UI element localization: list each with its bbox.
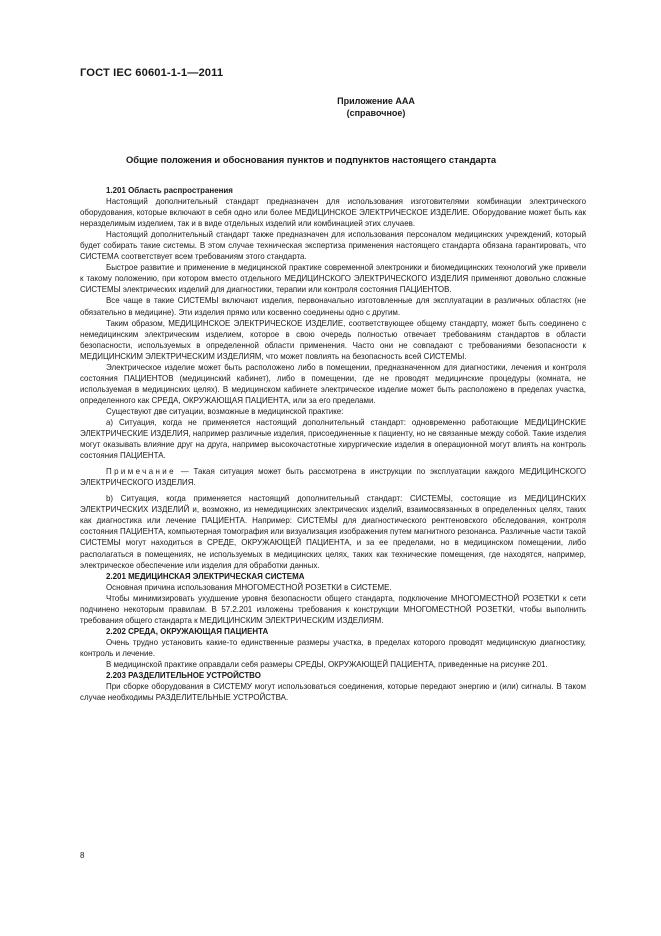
note-text: — Такая ситуация может быть рассмотрена в инструкции по эксплуатации каждого МЕДИЦИНСКОГО ЭЛЕКТРИЧЕСКОГО ИЗДЕЛИЯ. xyxy=(80,467,586,488)
paragraph-situation-b: b) Ситуация, когда применяется настоящий дополнительный стандарт: СИСТЕМЫ, состоящие из МЕДИЦИНСКИХ ЭЛЕКТРИЧЕСКИХ ИЗДЕЛИЙ и, возможно, из немедицинских электрических изделий, взаимосвязанных в определенных целях, таких как диагностика или лечение ПАЦИЕНТА. Например: СИСТЕМЫ для диагностического рентгеновского обследования, контроля состояния ПАЦИЕНТА, компьютерная томография или визуализация изображения путем магнитного резонанса. Различные части такой СИСТЕМЫ могут находиться в СРЕДЕ, ОКРУЖАЮЩЕЙ ПАЦИЕНТА, и за ее пределами, но в медицинском помещении, либо располагаться в помещениях, не используемых в медицинских целях, таких как технические помещения, где находятся, например, электрическое обеспечение или изделия для обработки данных. xyxy=(80,494,586,570)
paragraph: Основная причина использования МНОГОМЕСТНОЙ РОЗЕТКИ в СИСТЕМЕ. xyxy=(106,582,392,592)
paragraph: При сборке оборудования в СИСТЕМУ могут использоваться соединения, которые передают энергию и (или) сигналы. В таком случае необходимы РАЗДЕЛИТЕЛЬНЫЕ УСТРОЙСТВА. xyxy=(80,682,586,703)
document-body xyxy=(80,185,586,703)
section-title-2202: 2.202 СРЕДА, ОКРУЖАЮЩАЯ ПАЦИЕНТА xyxy=(106,626,269,636)
paragraph-situation-a: а) Ситуация, когда не применяется настоящий дополнительный стандарт: одновременно работающие МЕДИЦИНСКИЕ ЭЛЕКТРИЧЕСКИЕ ИЗДЕЛИЯ, например различные изделия, присоединенные к пациенту, но не связанные между собой. Такие изделия могут оказывать влияние друг на друга, например высокочастотные хирургические изделия в операционной могут влиять на контроль состояния ПАЦИЕНТА. xyxy=(80,417,586,461)
annex-type: (справочное) xyxy=(346,108,406,118)
section-title-1201: 1.201 Область распространения xyxy=(106,186,233,195)
paragraph: Настоящий дополнительный стандарт предназначен для использования изготовителями комбинации электрического оборудования, которые включают в себя одно или более МЕДИЦИНСКОЕ ЭЛЕКТРИЧЕСКОЕ ИЗДЕЛИЕ. Оборудование может быть как неразделимым изделием, так и в виде отдельных изделий или комбинацией этих случаев. xyxy=(80,197,586,229)
paragraph: Быстрое развитие и применение в медицинской практике современной электроники и биомедицинских технологий уже привели к такому положению, при котором вместо отдельного МЕДИЦИНСКОГО ЭЛЕКТРИЧЕСКОГО ИЗДЕЛИЯ применяют довольно сложные СИСТЕМЫ электрических изделий для диагностики, терапии или контроля состояния ПАЦИЕНТОВ. xyxy=(80,263,586,295)
paragraph: Электрическое изделие может быть расположено либо в помещении, предназначенном для диагностики, лечения и контроля состояния ПАЦИЕНТОВ (медицинский кабинет), либо в помещении, где не проводят медицинские процедуры (комната, не используемая в медицинских целях). В медицинском кабинете электрическое изделие может быть расположено в пределах участка, определенного как СРЕДА, ОКРУЖАЮЩАЯ ПАЦИЕНТА, или за его пределами. xyxy=(80,362,586,405)
standard-designation: ГОСТ IEC 60601-1-1—2011 xyxy=(80,67,224,79)
page-number: 8 xyxy=(80,851,85,860)
note xyxy=(80,466,586,488)
paragraph: Все чаще в такие СИСТЕМЫ включают изделия, первоначально изготовленные для эксплуатации в различных областях (не обязательно в медицине). Эти изделия прямо или косвенно соединены одно с другим. xyxy=(80,296,586,317)
section-title-2203: 2.203 РАЗДЕЛИТЕЛЬНОЕ УСТРОЙСТВО xyxy=(106,671,261,681)
annex-heading: Общие положения и обоснования пунктов и подпунктов настоящего стандарта xyxy=(126,154,497,165)
annex-title: Приложение AAA xyxy=(337,96,415,106)
paragraph: Очень трудно установить какие-то единственные размеры участка, в пределах которого проводят медицинскую диагностику, контроль и лечение. xyxy=(80,637,586,658)
paragraph: Существуют две ситуации, возможные в медицинской практике: xyxy=(106,406,344,416)
paragraph: Настоящий дополнительный стандарт также предназначен для использования персоналом медицинских учреждений, который будет собирать такие системы. В этом случае техническая экспертиза применения настоящего стандарта обязана гарантировать, что СИСТЕМА соответствует всем требованиям этого стандарта. xyxy=(80,230,586,262)
paragraph: Таким образом, МЕДИЦИНСКОЕ ЭЛЕКТРИЧЕСКОЕ ИЗДЕЛИЕ, соответствующее общему стандарту, может быть соединено с немедицинским электрическим изделием, которое в свою очередь полностью отвечает требованиям стандартов в области безопасности, используемых в определенной области применения. Часто они не совпадают с требованиями безопасности к МЕДИЦИНСКИМ ЭЛЕКТРИЧЕСКИМ ИЗДЕЛИЯМ, что может повлиять на безопасность всей СИСТЕМЫ. xyxy=(80,318,586,361)
note-label: Примечание xyxy=(106,467,176,477)
paragraph: Чтобы минимизировать ухудшение уровня безопасности общего стандарта, подключение МНОГОМЕСТНОЙ РОЗЕТКИ к сети подчинено некоторым правилам. В 57.2.201 изложены требования к конструкции МНОГОМЕСТНОЙ РОЗЕТКИ, чтобы выполнить требования общего стандарта к МЕДИЦИНСКИМ ЭЛЕКТРИЧЕСКИМ ИЗДЕЛИЯМ. xyxy=(80,593,586,625)
section-title-2201: 2.201 МЕДИЦИНСКАЯ ЭЛЕКТРИЧЕСКАЯ СИСТЕМА xyxy=(106,571,305,581)
paragraph: В медицинской практике оправдали себя размеры СРЕДЫ, ОКРУЖАЮЩЕЙ ПАЦИЕНТА, приведенные на рисунке 201. xyxy=(106,659,548,669)
